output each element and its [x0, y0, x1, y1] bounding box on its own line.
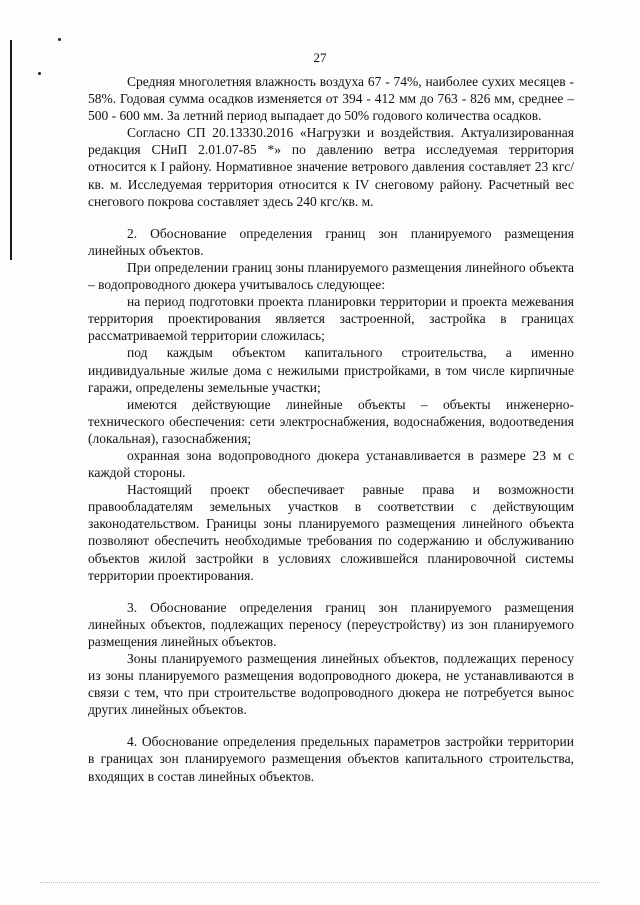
section-heading-2: 2. Обоснование определения границ зон планируемого размещения линейных объектов. [88, 225, 574, 258]
paragraph-humidity: Средняя многолетняя влажность воздуха 67 - 74%, наиболее сухих месяцев - 58%. Годовая сумма осадков изменяется от 394 - 412 мм до 763 - 826 мм, среднее – 500 - 600 мм. За летний период выпадает до 50% годового количества осадков. [88, 74, 574, 124]
scan-footer-noise [40, 882, 600, 885]
scan-speck [58, 38, 61, 41]
paragraph-project-rights: Настоящий проект обеспечивает равные права и возможности правообладателям земельных участков в соответствии с действующим законодательством. Границы зоны планируемого размещения линейного объекта позволяют обеспечить необходимые требования по содержанию и обслуживанию объектов жилой застройки в условиях сложившейся планировочной системы территории проектирования. [88, 482, 574, 583]
paragraph-relocation: Зоны планируемого размещения линейных объектов, подлежащих переносу из зоны планируемого размещения водопроводного дюкера, не устанавливаются в связи с тем, что при строительстве водопроводного дюкера не потребуется вынос других линейных объектов. [88, 651, 574, 718]
document-body [88, 73, 574, 785]
scan-speck [38, 72, 41, 75]
section-heading-4: 4. Обоснование определения предельных параметров застройки территории в границах зон планируемого размещения объектов капитального строительства, входящих в состав линейных объектов. [88, 734, 574, 784]
paragraph-loads: Согласно СП 20.13330.2016 «Нагрузки и воздействия. Актуализированная редакция СНиП 2.01.07-85 *» по давлению ветра исследуемая территория относится к I району. Нормативное значение ветрового давления составляет 23 кгс/кв. м. Исследуемая территория относится к IV снеговому району. Расчетный вес снегового покрова составляет здесь 240 кгс/кв. м. [88, 125, 574, 209]
scan-border-line [10, 40, 12, 260]
paragraph-considerations-intro: При определении границ зоны планируемого размещения линейного объекта – водопроводного дюкера учитывалось следующее: [88, 259, 574, 293]
section-heading-3: 3. Обоснование определения границ зон планируемого размещения линейных объектов, подлежащих переносу (переустройству) из зон планируемого размещения линейных объектов. [88, 599, 574, 649]
paragraph-consideration-1: на период подготовки проекта планировки территории и проекта межевания территория проектирования является застроенной, застройка в границах рассматриваемой территории сложилась; [88, 294, 574, 344]
paragraph-consideration-2: под каждым объектом капитального строительства, а именно индивидуальные жилые дома с нежилыми пристройками, в том числе кирпичные гаражи, определены земельные участки; [88, 345, 574, 395]
paragraph-consideration-3: имеются действующие линейные объекты – объекты инженерно-технического обеспечения: сети электроснабжения, водоснабжения, водоотведения (локальная), газоснабжения; [88, 396, 574, 446]
page-number: 27 [313, 50, 327, 65]
paragraph-consideration-4: охранная зона водопроводного дюкера устанавливается в размере 23 м с каждой стороны. [88, 447, 574, 481]
